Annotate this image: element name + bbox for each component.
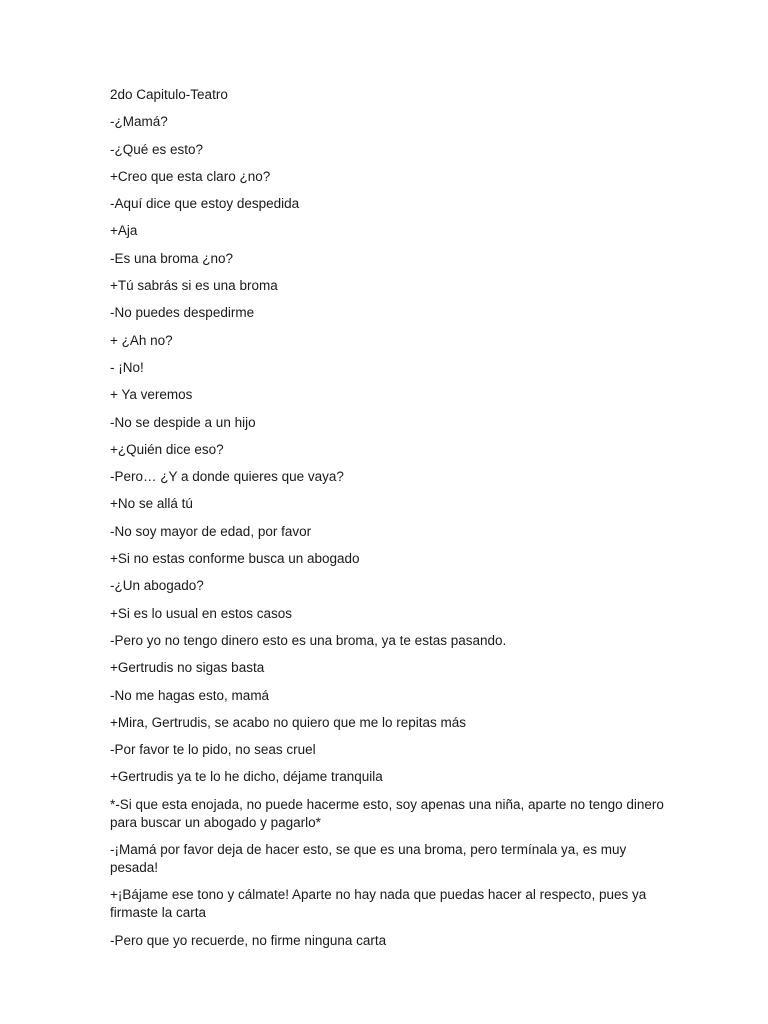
dialogue-line: -Pero yo no tengo dinero esto es una broma, ya te estas pasando.: [110, 632, 507, 648]
dialogue-line: +¡Bájame ese tono y cálmate! Aparte no hay nada que puedas hacer al respecto, pues ya firmaste la carta: [110, 887, 647, 921]
dialogue-line: +No se allá tú: [110, 496, 193, 512]
dialogue-line: *-Si que esta enojada, no puede hacerme esto, soy apenas una niña, aparte no tengo dinero para buscar un abogado y pagarlo*: [110, 796, 664, 830]
dialogue-line: - ¡No!: [110, 359, 144, 375]
document-body: [110, 86, 670, 959]
dialogue-line: +Tú sabrás si es una broma: [110, 278, 278, 294]
dialogue-line: -¿Qué es esto?: [110, 141, 204, 157]
dialogue-line: +Gertrudis no sigas basta: [110, 660, 265, 676]
dialogue-line: + Ya veremos: [110, 387, 193, 403]
dialogue-line: +Si no estas conforme busca un abogado: [110, 551, 360, 567]
dialogue-line: +¿Quién dice eso?: [110, 441, 224, 457]
dialogue-line: -No soy mayor de edad, por favor: [110, 523, 312, 539]
dialogue-line: +Aja: [110, 223, 138, 239]
dialogue-line: -No se despide a un hijo: [110, 414, 256, 430]
dialogue-line: +Gertrudis ya te lo he dicho, déjame tranquila: [110, 769, 383, 785]
dialogue-line: -No me hagas esto, mamá: [110, 687, 270, 703]
dialogue-line: +Creo que esta claro ¿no?: [110, 168, 271, 184]
dialogue-line: -¡Mamá por favor deja de hacer esto, se que es una broma, pero termínala ya, es muy pesada!: [110, 842, 627, 876]
dialogue-line: +Mira, Gertrudis, se acabo no quiero que me lo repitas más: [110, 714, 467, 730]
dialogue-line: -Es una broma ¿no?: [110, 250, 234, 266]
dialogue-line: -Por favor te lo pido, no seas cruel: [110, 742, 316, 758]
dialogue-line: -Pero… ¿Y a donde quieres que vaya?: [110, 469, 344, 485]
dialogue-line: -Aquí dice que estoy despedida: [110, 196, 300, 212]
dialogue-line: -No puedes despedirme: [110, 305, 255, 321]
dialogue-line: -¿Un abogado?: [110, 578, 204, 594]
dialogue-line: -Pero que yo recuerde, no firme ninguna carta: [110, 932, 387, 948]
dialogue-line: +Si es lo usual en estos casos: [110, 605, 292, 621]
document-title: 2do Capitulo-Teatro: [110, 87, 228, 102]
dialogue-line: -¿Mamá?: [110, 114, 168, 130]
dialogue-line: + ¿Ah no?: [110, 332, 173, 348]
